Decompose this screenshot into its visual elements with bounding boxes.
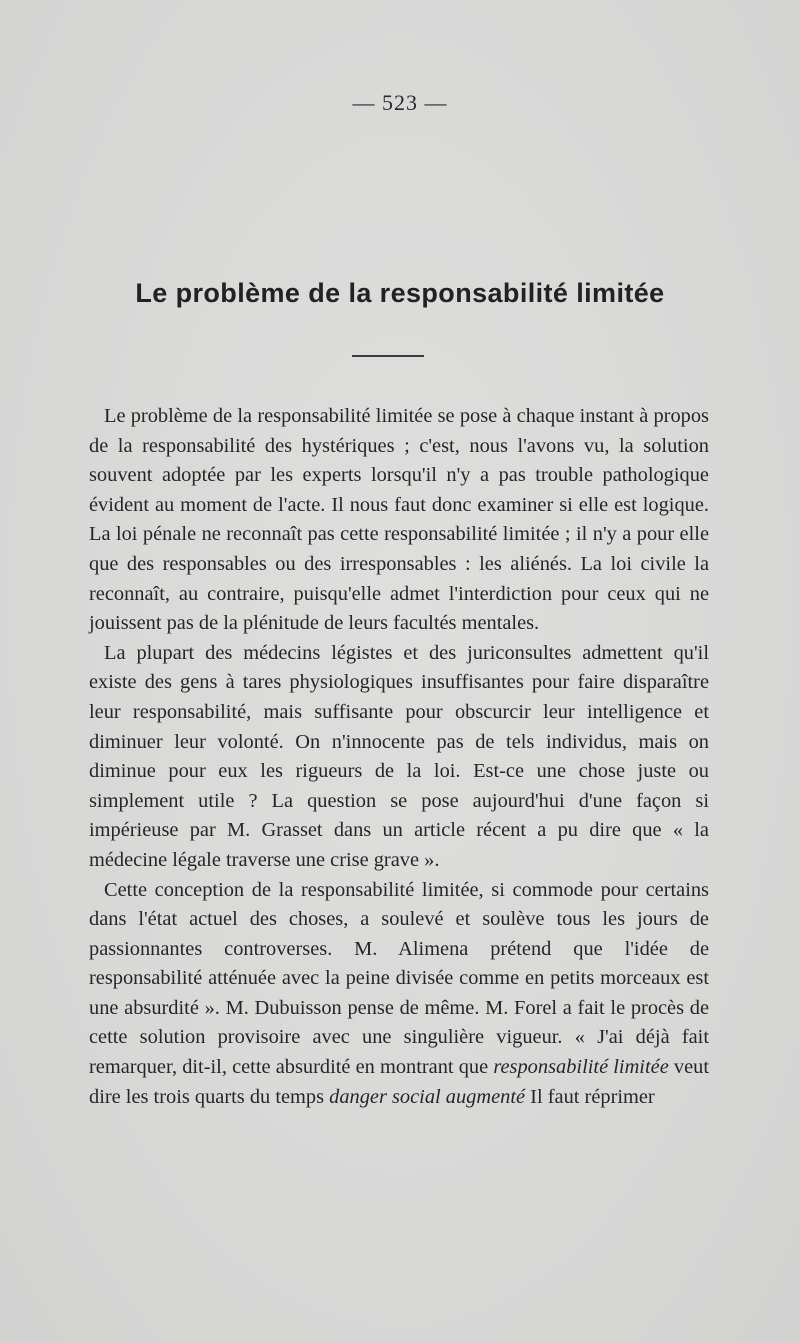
page-number: — 523 — [352,90,448,115]
paragraph-3-part-3: Il faut réprimer [525,1085,655,1108]
paragraph-3-part-1: Cette conception de la responsabilité limitée, si commode pour certains dans l'état actuel des choses, a soulevé et soulève tous les jours de passionnantes controverses. M. Alimena prétend que l'idée de responsabilité atténuée avec la peine divisée comme en petits morceaux est une absurdité ». M. Dubuisson pense de même. M. Forel a fait le procès de cette solution provisoire avec une singulière vigueur. « J'ai déjà fait remarquer, dit-il, cette absurdité en montrant que [89,878,709,1079]
paragraph-3-part-2: veut dire les trois quarts du temps [89,1056,709,1108]
paragraph-2: La plupart des médecins légistes et des juriconsultes admettent qu'il existe des gens à tares physiologiques insuffisantes pour faire disparaître leur responsabilité, mais suffisante pour obscurcir leur intelligence et diminuer leur volonté. On n'innocente pas de tels individus, mais on diminue pour eux les rigueurs de la loi. Est-ce une chose juste ou simplement utile ? La question se pose aujourd'hui d'une façon si impérieuse par M. Grasset dans un article récent a pu dire que « la médecine légale traverse une crise grave ». [89,641,709,871]
emphasis-danger-social: danger social augmenté [329,1085,526,1108]
chapter-title: Le problème de la responsabilité limitée [135,278,665,308]
title-divider [352,355,424,357]
emphasis-responsabilite-limitee: responsabilité limitée [493,1056,669,1079]
paragraph-1: Le problème de la responsabilité limitée se pose à chaque instant à propos de la responsabilité des hystériques ; c'est, nous l'avons vu, la solution souvent adoptée par les experts lorsqu'il n'y a pas trouble pathologique évident au moment de l'acte. Il nous faut donc examiner si elle est logique. La loi pénale ne reconnaît pas cette responsabilité limitée ; il n'y a pour elle que des responsables ou des irresponsables : les aliénés. La loi civile la reconnaît, au contraire, puisqu'elle admet l'interdiction pour ceux qui ne jouissent pas de la plénitude de leurs facultés mentales. [89,405,709,635]
paragraph-3 [89,876,709,1113]
body-text [89,402,709,1112]
